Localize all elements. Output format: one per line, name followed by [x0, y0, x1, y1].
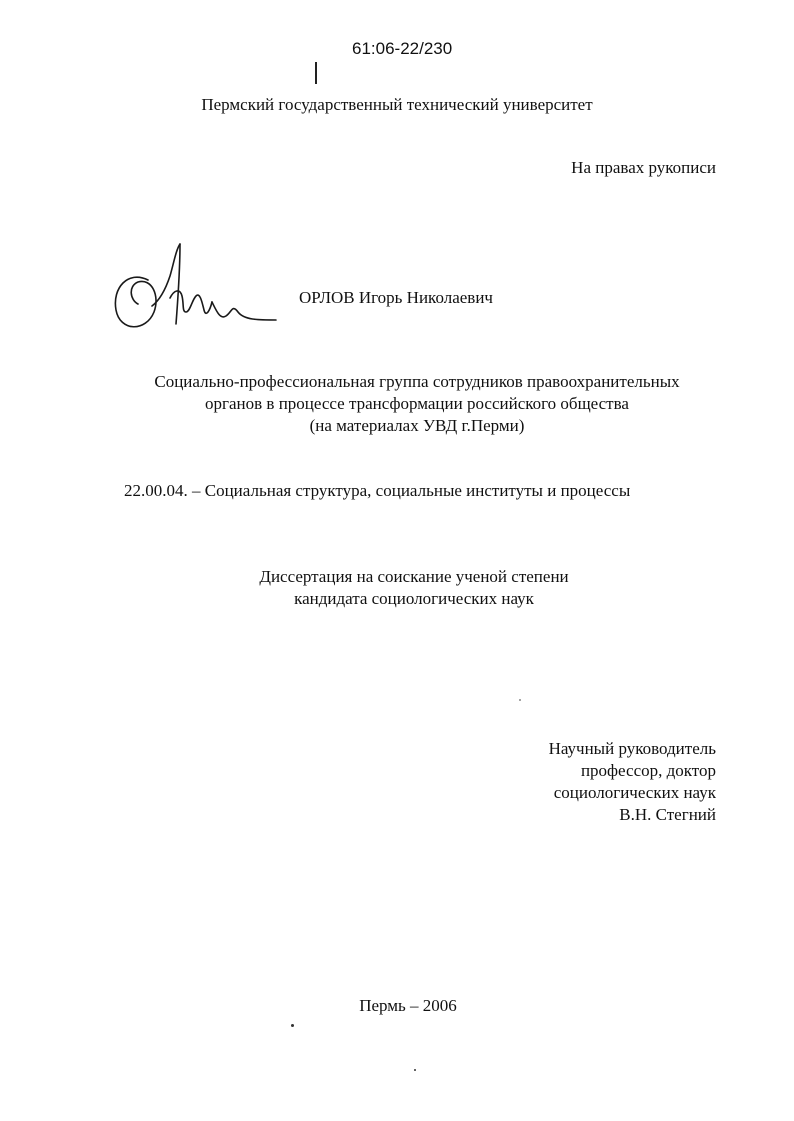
author-name: ОРЛОВ Игорь Николаевич: [299, 288, 493, 307]
supervisor-block: [549, 738, 716, 826]
scan-speck: [414, 1069, 416, 1071]
university-name: [0, 94, 794, 116]
archive-code: 61:06-22/230: [352, 39, 453, 58]
degree-line-2: кандидата социологических наук: [294, 589, 534, 608]
degree-line-1: Диссертация на соискание ученой степени: [259, 567, 569, 586]
title-line-1: Социально-профессиональная группа сотрудников правоохранительных: [154, 372, 680, 391]
title-line-3: (на материалах УВД г.Перми): [309, 416, 525, 435]
manuscript-rights-block: [571, 157, 716, 179]
scan-speck: [291, 1024, 294, 1027]
degree-statement: [17, 566, 794, 610]
place-and-year: [11, 995, 794, 1017]
supervisor-line-1: Научный руководитель: [548, 739, 716, 758]
manuscript-rights: На правах рукописи: [571, 158, 716, 177]
dissertation-title: [20, 371, 794, 437]
university-line: Пермский государственный технический университет: [201, 95, 593, 114]
supervisor-line-4: В.Н. Стегний: [619, 805, 716, 824]
specialty-code: 22.00.04. – Социальная структура, социальные институты и процессы: [124, 481, 631, 500]
title-line-2: органов в процессе трансформации российского общества: [205, 394, 629, 413]
supervisor-line-2: профессор, доктор: [580, 761, 716, 780]
archive-stamp-mark: [315, 62, 317, 84]
place-year-line: Пермь – 2006: [359, 996, 457, 1015]
scan-speck: [519, 699, 521, 701]
supervisor-line-3: социологических наук: [553, 783, 716, 802]
author-signature-image: [108, 240, 284, 340]
